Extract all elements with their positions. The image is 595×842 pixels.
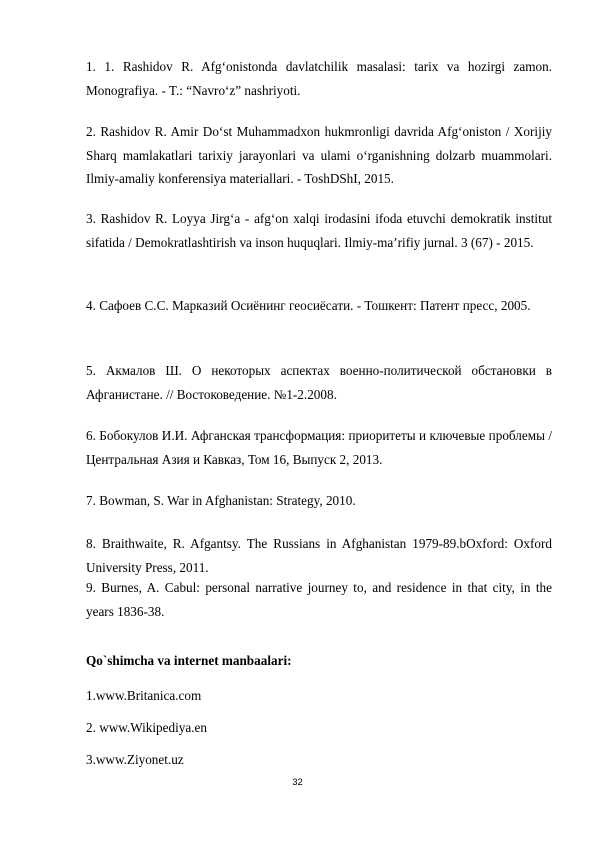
internet-source-3[interactable]: 3.www.Ziyonet.uz: [86, 752, 184, 767]
reference-item-2: 2. Rashidov R. Amir Do‘st Muhammadxon hukmronligi davrida Afg‘oniston / Xorijiy Sharq mamlakatlari tarixiy jarayonlari va ulami o‘rganishning dolzarb muammolari. Ilmiy-amaliy konferensiya materiallari. - ToshDShI, 2015.: [86, 124, 552, 186]
reference-item-8: 8. Braithwaite, R. Afgantsy. The Russians in Afghanistan 1979-89.bOxford: Oxford University Press, 2011.: [86, 536, 552, 575]
internet-source-1[interactable]: 1.www.Britanica.com: [86, 688, 202, 703]
reference-item-3: 3. Rashidov R. Loyya Jirg‘a - afg‘on xalqi irodasini ifoda etuvchi demokratik institut sifatida / Demokratlashtirish va inson huquqlari. Ilmiy-ma’rifiy jurnal. 3 (67) - 2015.: [86, 211, 552, 250]
reference-item-9: 9. Burnes, A. Cabul: personal narrative journey to, and residence in that city, in the years 1836-38.: [86, 580, 552, 619]
section-heading: Qo`shimcha va internet manbaalari:: [86, 653, 292, 668]
reference-item-5: 5. Акмалов Ш. О некоторых аспектах военно-политической обстановки в Афганистане. // Востоковедение. №1-2.2008.: [86, 363, 552, 402]
reference-item-4: 4. Сафоев С.С. Марказий Осиёнинг геосиёсати. - Тошкент: Патент пресс, 2005.: [86, 298, 531, 313]
page-number: 32: [292, 777, 303, 788]
reference-item-6: 6. Бобокулов И.И. Афганская трансформация: приоритеты и ключевые проблемы / Центральная Азия и Кавказ, Том 16, Выпуск 2, 2013.: [86, 428, 552, 467]
reference-item-7: 7. Bowman, S. War in Afghanistan: Strategy, 2010.: [86, 493, 356, 508]
reference-item-1: 1. 1. Rashidov R. Afg‘onistonda davlatchilik masalasi: tarix va hozirgi zamon. Monografiya. - T.: “Navro‘z” nashriyoti.: [86, 59, 552, 98]
internet-source-2[interactable]: 2. www.Wikipediya.en: [86, 720, 207, 735]
